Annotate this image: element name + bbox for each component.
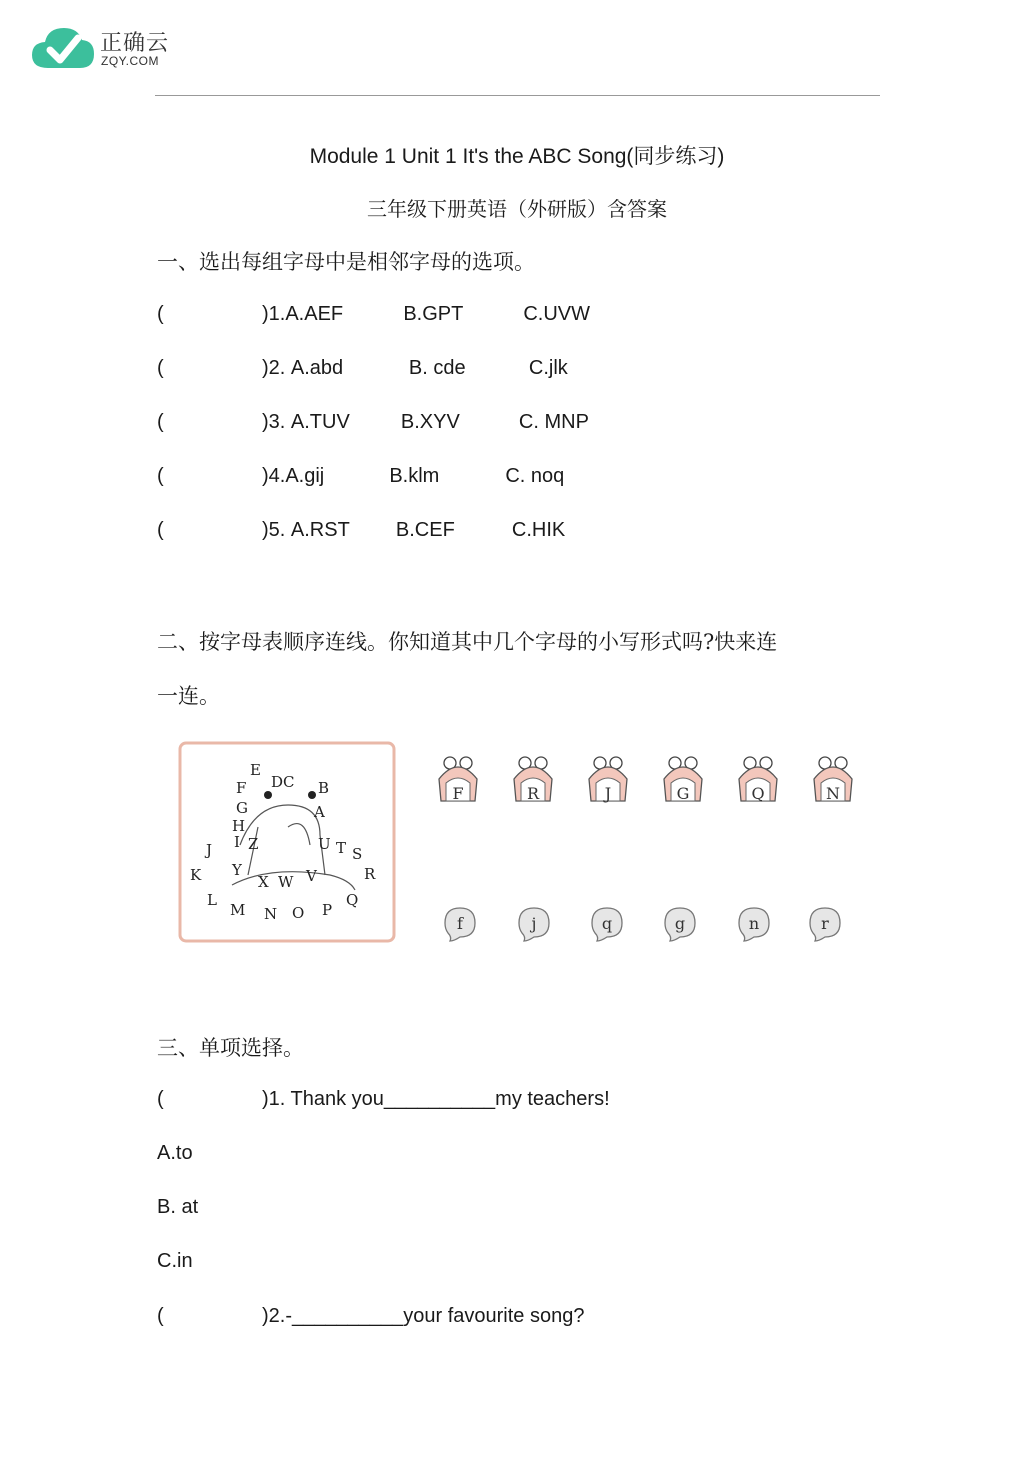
lowercase-bubble[interactable] — [665, 908, 695, 941]
answer-blank[interactable]: ( — [157, 465, 164, 487]
choice-option: C.in — [157, 1250, 193, 1272]
dot-letter: E — [250, 761, 261, 779]
letter-connect-diagram — [170, 735, 880, 955]
logo-domain: ZQY.COM — [101, 54, 159, 68]
dot-letter: B — [318, 779, 330, 797]
question-text: )1. Thank you__________my teachers! — [262, 1088, 610, 1110]
dot-letter: I — [234, 833, 240, 851]
lowercase-bubble[interactable] — [810, 908, 840, 941]
option-c: C.jlk — [528, 357, 568, 379]
dot-letter: A — [314, 803, 325, 821]
answer-blank[interactable]: ( — [157, 519, 164, 541]
choice-option: B. at — [157, 1196, 199, 1218]
option-b: B.klm — [389, 465, 440, 487]
dot-letter: T — [336, 839, 347, 857]
question-number: )1. — [262, 303, 286, 325]
dot-letter: DC — [271, 773, 295, 791]
dot-letter: G — [236, 799, 248, 817]
dot-letter: O — [292, 904, 305, 922]
section2-heading-line2: 一连。 — [157, 684, 220, 708]
option-c: C.HIK — [511, 519, 566, 541]
question-row — [157, 411, 589, 434]
uppercase-figure[interactable] — [514, 757, 552, 803]
uppercase-letter: G — [676, 784, 690, 803]
question-number: )3. — [262, 411, 291, 433]
eye-dot — [308, 791, 316, 799]
option-a: A.abd — [290, 357, 344, 379]
dot-letter: N — [264, 905, 278, 923]
uppercase-figure[interactable] — [439, 757, 477, 803]
eye-dot — [264, 791, 272, 799]
lowercase-letter: g — [674, 914, 686, 933]
lowercase-bubble[interactable] — [592, 908, 622, 941]
option-b: B.GPT — [403, 303, 464, 325]
question-row — [157, 303, 590, 326]
question-row — [157, 1305, 584, 1328]
logo-name: 正确云 — [100, 31, 170, 56]
uppercase-letter: F — [452, 784, 464, 803]
lowercase-bubble[interactable] — [739, 908, 769, 941]
dot-letter: J — [206, 841, 213, 859]
answer-blank[interactable]: ( — [157, 357, 164, 379]
option-c: C. noq — [505, 465, 565, 487]
option-c: C.UVW — [523, 303, 591, 325]
option-a: A.TUV — [290, 411, 350, 433]
option-a: A.RST — [290, 519, 350, 541]
dot-letter: W — [278, 873, 294, 891]
question-number: )2. — [262, 357, 291, 379]
uppercase-figure[interactable] — [664, 757, 702, 803]
uppercase-figure[interactable] — [814, 757, 852, 803]
lowercase-letter: j — [531, 914, 537, 933]
dot-letter: L — [207, 891, 217, 909]
option-c: C. MNP — [518, 411, 589, 433]
uppercase-letter: J — [604, 784, 612, 803]
page-title: Module 1 Unit 1 It's the ABC Song(同步练习) — [309, 145, 725, 168]
option-b: B. cde — [408, 357, 466, 379]
answer-blank[interactable]: ( — [157, 1088, 164, 1110]
dot-letter: Y — [232, 861, 242, 879]
uppercase-letter: N — [826, 784, 840, 803]
dot-letter: M — [230, 901, 246, 919]
question-number: )4. — [262, 465, 286, 487]
page-subtitle: 三年级下册英语（外研版）含答案 — [367, 197, 667, 221]
uppercase-letter: R — [526, 784, 540, 803]
question-row — [157, 1088, 610, 1111]
choice-option: A.to — [157, 1142, 193, 1164]
question-row — [157, 519, 565, 542]
dot-letter: Z — [248, 835, 259, 853]
question-row — [157, 465, 564, 488]
dot-letter: P — [322, 901, 333, 919]
dot-letter: R — [364, 865, 376, 883]
answer-blank[interactable]: ( — [157, 1305, 164, 1327]
option-b: B.XYV — [400, 411, 460, 433]
dot-sketch — [232, 872, 355, 890]
section3-heading: 三、单项选择。 — [157, 1036, 304, 1060]
dot-letter: X — [258, 873, 269, 891]
lowercase-letter: n — [748, 914, 760, 933]
lowercase-bubble[interactable] — [519, 908, 549, 941]
option-a: A.AEF — [285, 303, 344, 325]
dot-letter: H — [232, 817, 246, 835]
section2-heading-line1: 二、按字母表顺序连线。你知道其中几个字母的小写形式吗?快来连 — [157, 630, 778, 654]
question-text: )2.-__________your favourite song? — [262, 1305, 585, 1327]
option-b: B.CEF — [395, 519, 455, 541]
dot-letter: Q — [346, 891, 359, 909]
lowercase-bubble[interactable] — [445, 908, 475, 941]
dot-letter: V — [306, 867, 317, 885]
lowercase-letter: f — [457, 914, 463, 933]
header-divider — [155, 95, 880, 96]
uppercase-letter: Q — [751, 784, 765, 803]
lowercase-letter: r — [821, 914, 829, 933]
uppercase-figure[interactable] — [589, 757, 627, 803]
answer-blank[interactable]: ( — [157, 303, 164, 325]
option-a: A.gij — [285, 465, 325, 487]
lowercase-letter: q — [601, 914, 613, 933]
question-number: )5. — [262, 519, 291, 541]
dot-letter: S — [352, 845, 363, 863]
dot-letter: F — [236, 779, 247, 797]
uppercase-figure[interactable] — [739, 757, 777, 803]
dot-letter: K — [190, 866, 202, 884]
section1-heading: 一、选出每组字母中是相邻字母的选项。 — [157, 250, 535, 274]
dot-letter: U — [318, 835, 331, 853]
question-row — [157, 357, 568, 380]
answer-blank[interactable]: ( — [157, 411, 164, 433]
